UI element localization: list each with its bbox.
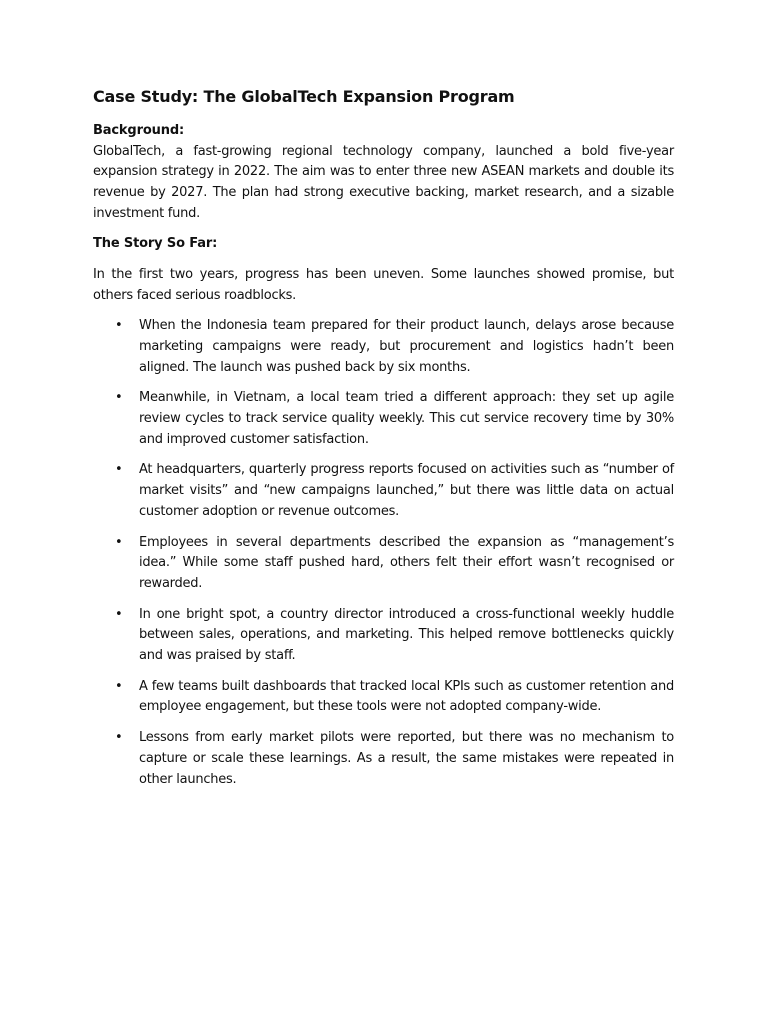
bullet-text: Lessons from early market pilots were reported, but there was no mechanism to capture or scale these learnings. As a result, the same mistakes were repeated in other launches. xyxy=(139,730,674,787)
list-item xyxy=(93,677,674,718)
list-item xyxy=(93,728,674,790)
document-title: Case Study: The GlobalTech Expansion Program xyxy=(93,87,515,106)
bullet-text: When the Indonesia team prepared for their product launch, delays arose because marketing campaigns were ready, but procurement and logistics hadn’t been aligned. The launch was pushed back by six months. xyxy=(139,318,674,375)
bullet-marker: • xyxy=(115,462,123,478)
document-page xyxy=(93,86,674,800)
bullet-marker: • xyxy=(115,606,123,622)
bullet-text: At headquarters, quarterly progress reports focused on activities such as “number of market visits” and “new campaigns launched,” but there was little data on actual customer adoption or revenue outcomes. xyxy=(139,462,674,519)
bullet-text: Employees in several departments described the expansion as “management’s idea.” While some staff pushed hard, others felt their effort wasn’t recognised or rewarded. xyxy=(139,534,674,591)
bullet-marker: • xyxy=(115,390,123,406)
bullet-marker: • xyxy=(115,730,123,746)
bullet-text: A few teams built dashboards that tracked local KPIs such as customer retention and employee engagement, but these tools were not adopted company-wide. xyxy=(139,678,674,715)
bullet-marker: • xyxy=(115,534,123,550)
story-intro-paragraph: In the first two years, progress has been uneven. Some launches showed promise, but others faced serious roadblocks. xyxy=(93,266,674,303)
story-bullet-list xyxy=(93,316,674,790)
story-heading: The Story So Far: xyxy=(93,236,218,252)
list-item xyxy=(93,316,674,378)
bullet-text: In one bright spot, a country director introduced a cross-functional weekly huddle between sales, operations, and marketing. This helped remove bottlenecks quickly and was praised by staff. xyxy=(139,606,674,664)
list-item xyxy=(93,460,674,522)
bullet-text: Meanwhile, in Vietnam, a local team tried a different approach: they set up agile review cycles to track service quality weekly. This cut service recovery time by 30% and improved customer satisfaction. xyxy=(139,390,674,447)
list-item xyxy=(93,605,674,667)
list-item xyxy=(93,533,674,595)
background-paragraph: GlobalTech, a fast-growing regional technology company, launched a bold five-year expansion strategy in 2022. The aim was to enter three new ASEAN markets and double its revenue by 2027. The plan had strong executive backing, market research, and a sizable investment fund. xyxy=(93,143,674,221)
list-item xyxy=(93,388,674,450)
bullet-marker: • xyxy=(115,318,123,334)
bullet-marker: • xyxy=(115,678,123,694)
background-heading: Background: xyxy=(93,123,185,138)
